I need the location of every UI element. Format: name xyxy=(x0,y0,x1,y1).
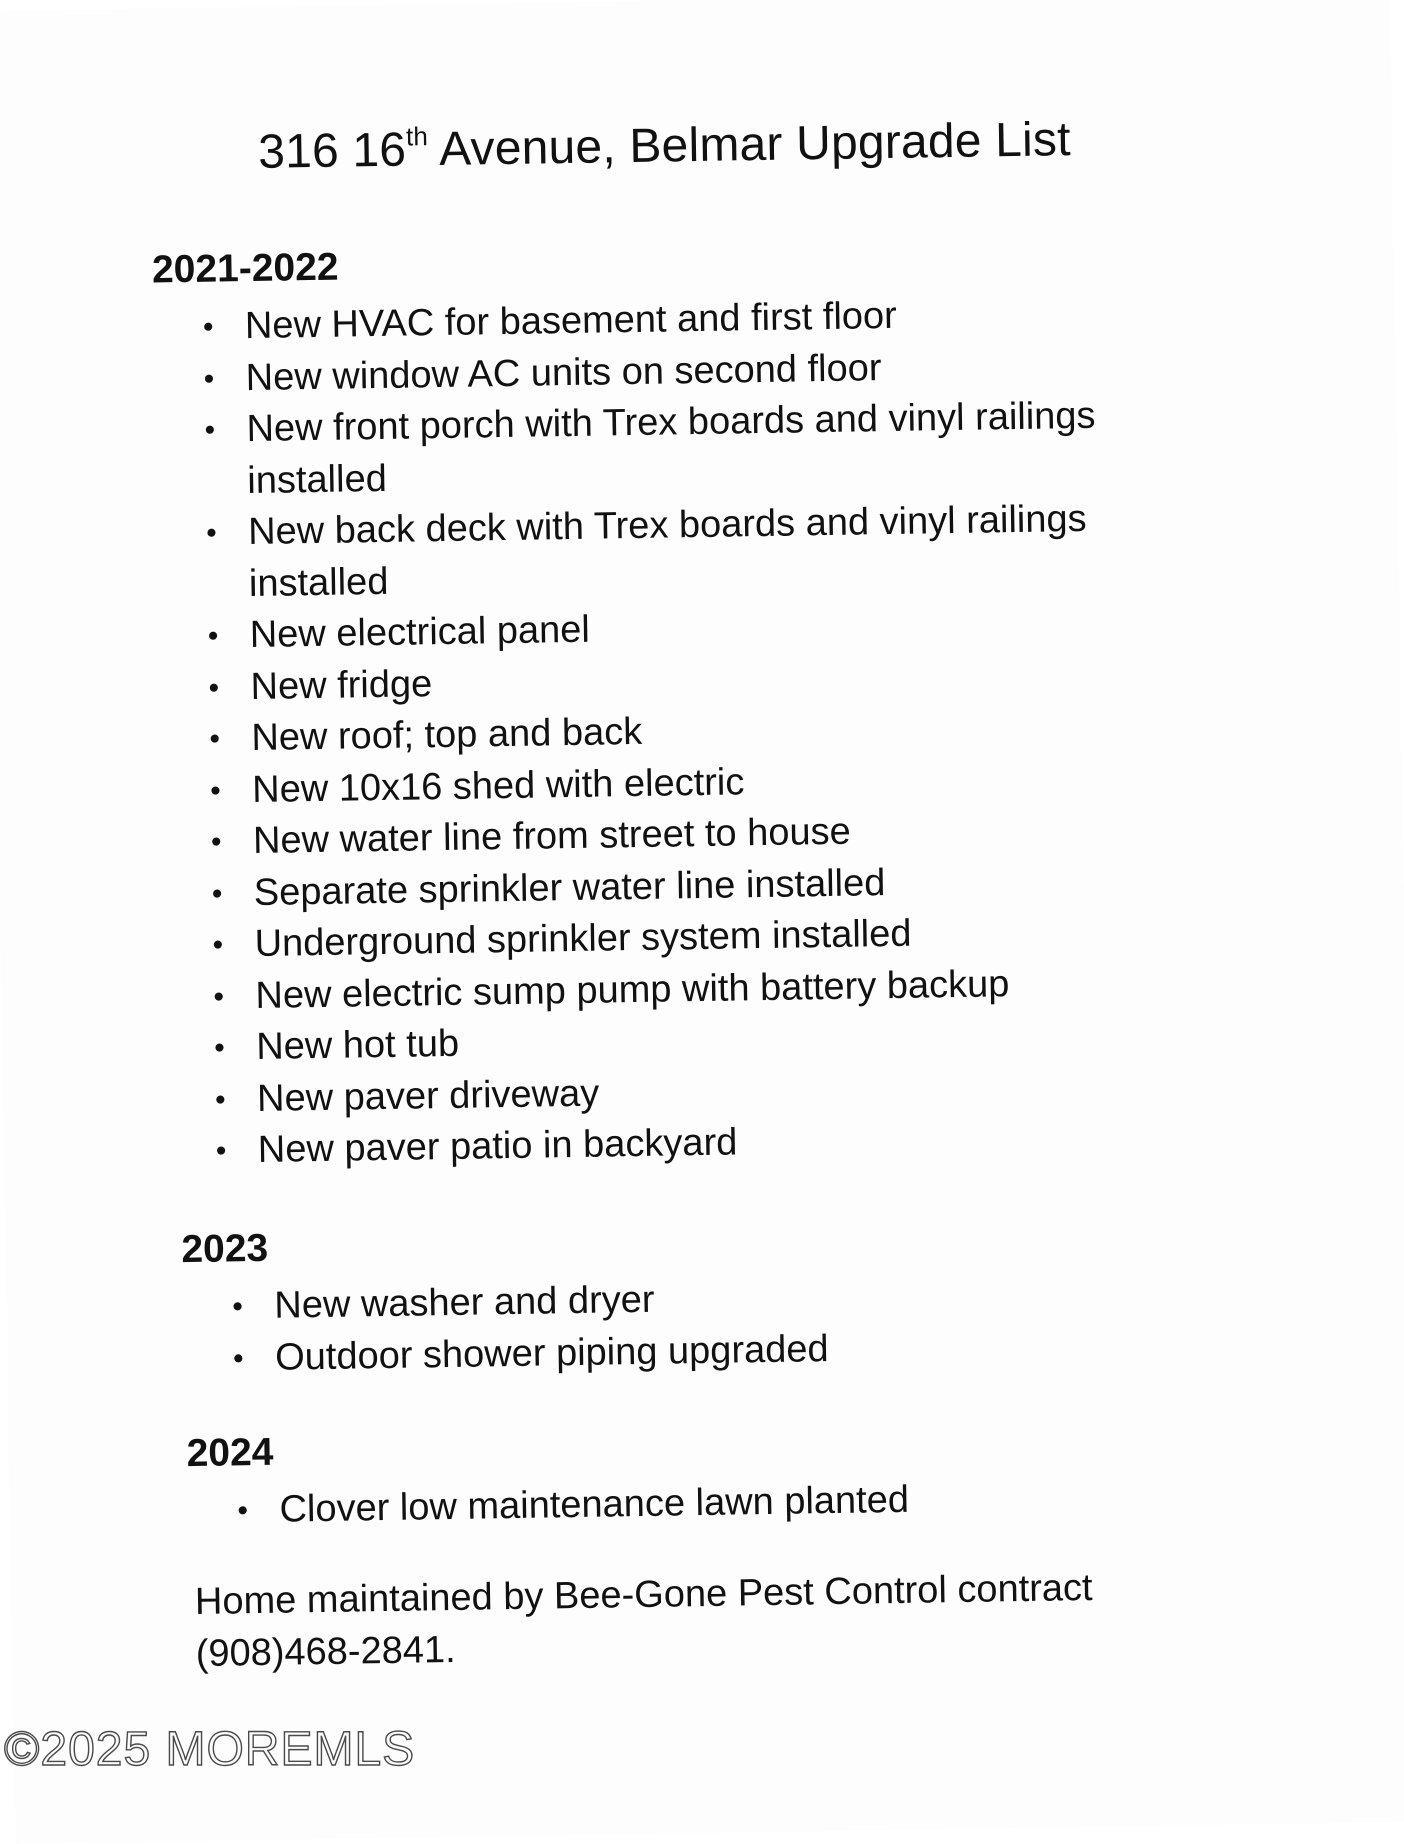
bullet-icon: • xyxy=(203,362,215,396)
maintenance-note-line1: Home maintained by Bee-Gone Pest Control contract xyxy=(194,1566,1093,1624)
section-2023 xyxy=(181,1218,829,1385)
maintenance-note-phone: (908)468-2841. xyxy=(195,1628,456,1676)
title-suffix: Avenue, Belmar Upgrade List xyxy=(427,113,1072,177)
section-year: 2023 xyxy=(181,1226,269,1272)
bullet-icon: • xyxy=(232,1341,244,1375)
bullet-icon: • xyxy=(209,722,221,756)
copyright-watermark: ©2025 MOREMLS xyxy=(4,1723,416,1776)
bullet-icon: • xyxy=(214,1031,226,1065)
list-item: • New washer and dryer xyxy=(232,1272,828,1333)
bullet-icon: • xyxy=(215,1134,227,1168)
list-item: • New electric sump pump with battery backup xyxy=(213,957,1105,1022)
list-item: • New 10x16 shed with electric xyxy=(210,751,1102,816)
bullet-icon: • xyxy=(211,877,223,911)
list-item: • Underground sprinkler system installed xyxy=(212,906,1104,971)
list-item: • New hot tub xyxy=(214,1009,1106,1074)
list-item: • New front porch with Trex boards and vinyl railings xyxy=(204,391,1096,456)
list-item-continuation: installed xyxy=(248,560,389,605)
section-2024 xyxy=(186,1421,909,1538)
list-item: • Outdoor shower piping upgraded xyxy=(233,1324,829,1385)
section-2021-2022 xyxy=(152,234,1108,1178)
bullet-icon: • xyxy=(214,1082,226,1117)
bullet-icon: • xyxy=(204,413,216,447)
list-item: • New paver driveway xyxy=(215,1060,1107,1125)
upgrade-list xyxy=(153,288,1108,1178)
list-item: • Separate sprinkler water line installed xyxy=(211,854,1103,919)
bullet-icon: • xyxy=(237,1494,249,1528)
section-year: 2021-2022 xyxy=(151,245,339,292)
list-item: • New window AC units on second floor xyxy=(203,339,1095,404)
list-item: • New paver patio in backyard xyxy=(215,1112,1107,1177)
maintenance-note xyxy=(195,1562,1094,1680)
bullet-icon: • xyxy=(209,774,221,808)
bullet-icon: • xyxy=(232,1290,244,1324)
bullet-icon: • xyxy=(213,979,225,1014)
page-title xyxy=(258,112,1071,180)
upgrade-list xyxy=(182,1272,829,1385)
list-item: • New electrical panel xyxy=(207,597,1099,662)
title-prefix: 316 16 xyxy=(257,123,407,179)
bullet-icon: • xyxy=(205,516,217,550)
list-item: • New water line from street to house xyxy=(211,803,1103,868)
list-item: • New fridge xyxy=(208,648,1100,713)
list-item-continuation: installed xyxy=(247,457,388,502)
bullet-icon: • xyxy=(207,619,219,653)
title-superscript: th xyxy=(405,121,429,152)
list-item: • New roof; top and back xyxy=(209,700,1101,765)
bullet-icon: • xyxy=(212,928,224,962)
bullet-icon: • xyxy=(208,671,220,705)
list-item: • New back deck with Trex boards and vinyl railings xyxy=(206,494,1098,559)
section-year: 2024 xyxy=(186,1430,274,1476)
bullet-icon: • xyxy=(202,310,214,344)
list-item: • New HVAC for basement and first floor xyxy=(203,288,1095,353)
upgrade-list xyxy=(187,1475,909,1538)
bullet-icon: • xyxy=(210,825,222,859)
list-item: • Clover low maintenance lawn planted xyxy=(237,1475,909,1537)
